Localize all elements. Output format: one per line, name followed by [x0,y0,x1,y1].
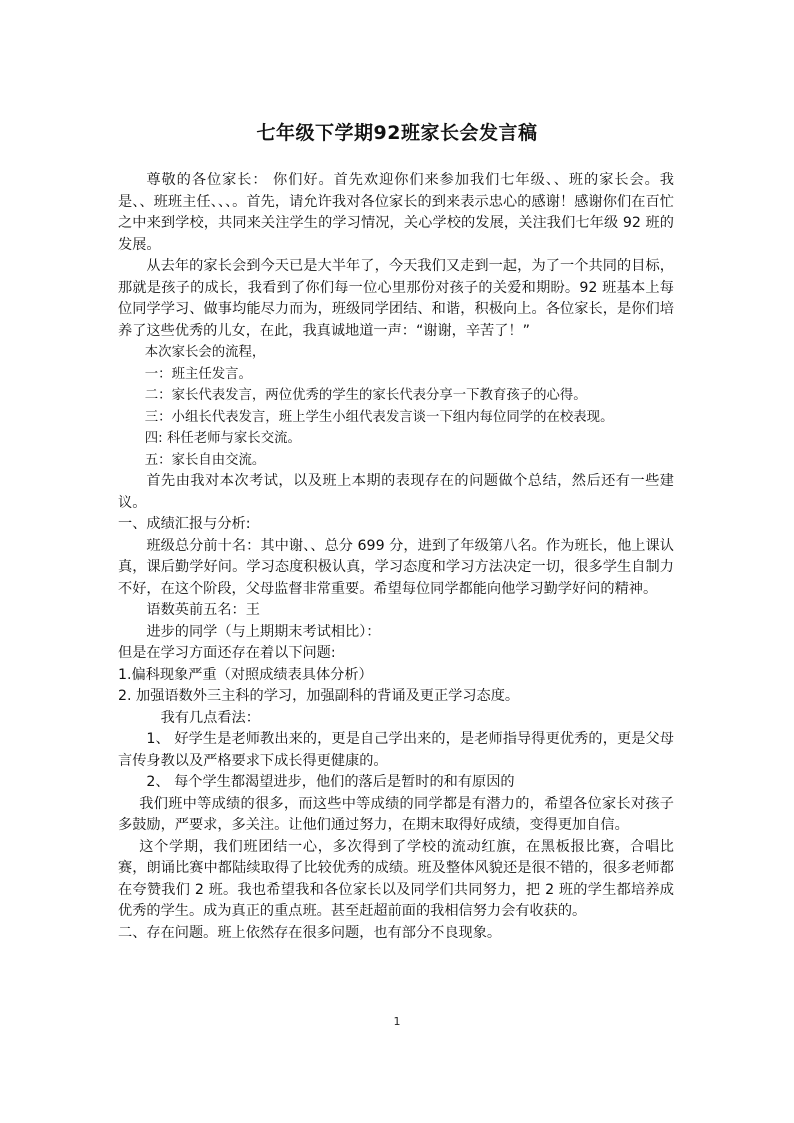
paragraph-semester: 这个学期，我们班团结一心，多次得到了学校的流动红旗，在黑板报比赛，合唱比赛，朗诵比赛中都陆续取得了比较优秀的成绩。班及整体风貌还是很不错的，很多老师都在夸赞我们 2 班。我也希望我和各位家长以及同学们共同努力，把 2 班的学生都培养成优秀的学生。成为真正的重点班。甚至赶超前面的我相信努力会有收获的。 [118,838,674,919]
document-body [118,170,674,944]
paragraph-opinions: 我有几点看法： [160,709,260,726]
paragraph-intro: 从去年的家长会到今天已是大半年了，今天我们又走到一起，为了一个共同的目标，那就是孩子的成长，我看到了你们每一位心里那份对孩子的关爱和期盼。92 班基本上每位同学学习、做事均能尽力而为，班级同学团结、和谐，积极向上。各位家长，是你们培养了这些优秀的儿女，在此，我真诚地道一声：“谢谢，辛苦了！” [118,258,674,339]
page-number: 1 [393,1015,401,1028]
paragraph-greeting: 尊敬的各位家长： 你们好。首先欢迎你们来参加我们七年级、、班的家长会。我是、、班班主任、、、。首先，请允许我对各位家长的到来表示忠心的感谢！感谢你们在百忙之中来到学校，共同来关注学生的学习情况，关心学校的发展，关注我们七年级 92 班的发展。 [118,172,674,253]
paragraph-progress: 进步的同学（与上期期末考试相比）： [146,623,381,640]
opinion-item-2: 2、 每个学生都渴望进步，他们的落后是暂时的和有原因的 [146,774,515,790]
paragraph-top-ten: 班级总分前十名：其中谢、、总分 699 分，进到了年级第八名。作为班长，他上课认真，课后勤学好问。学习态度积极认真，学习态度和学习方法决定一切，很多学生自制力不好，在这个阶段，父母监督非常重要。希望每位同学都能向他学习勤学好问的精神。 [118,537,674,597]
agenda-item-4: 四: 科任老师与家长交流。 [144,431,301,446]
opinion-item-1: 1、 好学生是老师教出来的，更是自己学出来的，是老师指导得更优秀的，更是父母言传身教以及严格要求下成长得更健康的。 [118,731,674,769]
agenda-item-1: 一：班主任发言。 [144,366,252,382]
document-title: 七年级下学期92班家长会发言稿 [256,122,538,144]
paragraph-agenda-heading: 本次家长会的流程， [144,345,266,360]
paragraph-middle-students: 我们班中等成绩的很多，而这些中等成绩的同学都是有潜力的，希望各位家长对孩子多鼓励，严要求，多关注。让他们通过努力，在期末取得好成绩，变得更加自信。 [118,795,674,833]
section-heading-issues: 二、存在问题。班上依然存在很多问题，也有部分不良现象。 [118,924,502,941]
paragraph-top-five: 语数英前五名：王 [146,602,260,618]
paragraph-summary-intro: 首先由我对本次考试，以及班上本期的表现存在的问题做个总结，然后还有一些建议。 [118,473,674,511]
problem-item-1: 1.偏科现象严重（对照成绩表具体分析） [118,666,373,683]
agenda-item-3: 三：小组长代表发言，班上学生小组代表发言谈一下组内每位同学的在校表现。 [144,409,614,425]
section-heading-results: 一、成绩汇报与分析: [118,516,251,532]
problem-item-2: 2. 加强语数外三主科的学习，加强副科的背诵及更正学习态度。 [118,688,520,704]
agenda-item-2: 二：家长代表发言，两位优秀的学生的家长代表分享一下教育孩子的心得。 [144,388,587,403]
paragraph-problems: 但是在学习方面还存在着以下问题: [118,645,336,661]
agenda-item-5: 五：家长自由交流。 [144,452,266,468]
